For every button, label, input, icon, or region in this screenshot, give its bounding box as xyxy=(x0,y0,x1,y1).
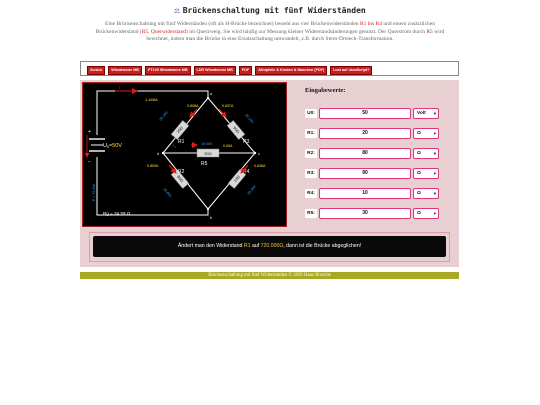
page-title-text: Brückenschaltung mit fünf Widerständen xyxy=(182,6,366,15)
r1-input[interactable]: 20 xyxy=(319,128,411,139)
intro-highlight: R5, Querwiderstand xyxy=(141,28,186,35)
r2-label: R2 xyxy=(178,169,185,175)
intro-part: und einem zusätzlichen Brückenwiderstand ( xyxy=(95,21,435,35)
i2-value: 0.809A xyxy=(147,164,159,168)
node-a-label: a xyxy=(210,92,212,96)
message-highlight: 720.000Ω xyxy=(260,243,284,249)
u0-input[interactable]: 50 xyxy=(319,108,411,119)
node-c-label: c xyxy=(258,152,260,156)
i3-arrow xyxy=(219,109,226,117)
node-b-label: b xyxy=(210,216,212,220)
chevron-down-icon: ▾ xyxy=(433,111,436,116)
r4-input[interactable]: 10 xyxy=(319,188,411,199)
power-value: P = 72.3W xyxy=(92,184,96,201)
message-part: Ändert man den Widerstand xyxy=(177,243,244,249)
inputs-title: Eingabewerte: xyxy=(305,87,346,94)
r3-input-label: R3: xyxy=(305,169,317,178)
r1-value: 20Ω xyxy=(175,125,184,135)
r5-input-label: R5: xyxy=(305,209,317,218)
chevron-down-icon: ▾ xyxy=(433,171,436,176)
scale-icon: ⚖ xyxy=(174,6,180,16)
total-current-label: I xyxy=(119,85,121,90)
r5-unit: Ω xyxy=(417,211,421,216)
i2-arrow xyxy=(169,165,176,173)
r4-input-label: R4: xyxy=(305,189,317,198)
intro-highlight: R5 xyxy=(426,28,433,35)
nav-bar xyxy=(80,61,459,76)
u1-value: 25.20V xyxy=(158,110,170,122)
r2-input[interactable]: 80 xyxy=(319,148,411,159)
total-current-value: 1.445A xyxy=(145,97,158,102)
intro-part: Eine Brückenschaltung mit fünf Widerständen (oft als H-Brücke bezeichnet) besteht aus vier Brückenwiderständen xyxy=(105,21,360,27)
resistor-r5 xyxy=(197,149,219,157)
back-button[interactable]: Zurück xyxy=(87,66,105,75)
r5-unit-select[interactable] xyxy=(413,208,439,219)
chevron-down-icon: ▾ xyxy=(433,131,436,136)
message-part: auf xyxy=(250,243,261,249)
footer: Brückenschaltung mit fünf Widerständen © 2026 Hans Brosche xyxy=(80,272,459,279)
i4-value: 0.636A xyxy=(254,164,266,168)
r2-unit-select[interactable] xyxy=(413,148,439,159)
wires xyxy=(97,91,255,215)
i3-value: 0.637A xyxy=(222,104,234,108)
circuit-svg xyxy=(83,83,286,226)
resistor-r1 xyxy=(171,121,189,140)
source-label: U0=50V xyxy=(103,143,122,149)
i5-value: 0.00A xyxy=(223,144,233,148)
r3-unit: Ω xyxy=(417,171,421,176)
i5-label: $I_5$ xyxy=(173,143,176,149)
chevron-down-icon: ▾ xyxy=(433,211,436,216)
r4-unit-select[interactable] xyxy=(413,188,439,199)
javascript-button[interactable]: Lust auf JavaScript? xyxy=(330,66,372,75)
u0-unit: Volt xyxy=(417,111,426,116)
page-title xyxy=(0,6,540,16)
r3-value: 90Ω xyxy=(232,125,241,135)
wheatstone-button[interactable]: Wheatstone MB xyxy=(108,66,142,75)
ldr-wheatstone-button[interactable]: LDR Wheatstone MB xyxy=(194,66,236,75)
input-row-r3 xyxy=(305,168,436,179)
r2-input-label: R2: xyxy=(305,149,317,158)
intro-highlight: R1 bis R4 xyxy=(359,21,382,27)
u0-unit-select[interactable] xyxy=(413,108,439,119)
node-b xyxy=(207,208,209,210)
message-part: , dann ist die Brücke abgeglichen! xyxy=(283,243,362,249)
input-row-r1 xyxy=(305,128,436,139)
zaehlpfeile-pdf-button[interactable]: Zählpfeile & Knoten & Maschen (PDF) xyxy=(255,66,327,75)
u2-value: 24.80V xyxy=(162,187,173,199)
plus-sign: + xyxy=(88,129,91,135)
message-highlight: R1 xyxy=(243,243,251,249)
r5-input[interactable]: 30 xyxy=(319,208,411,219)
circuit-diagram xyxy=(82,82,287,227)
node-a xyxy=(207,97,209,99)
r2-unit: Ω xyxy=(417,151,421,156)
r3-unit-select[interactable] xyxy=(413,168,439,179)
r4-value: 10Ω xyxy=(232,174,241,184)
r5-label: R5 xyxy=(201,161,208,167)
pdf-button[interactable]: PDF xyxy=(239,66,252,75)
chevron-down-icon: ▾ xyxy=(433,151,436,156)
input-row-u0 xyxy=(305,108,436,119)
r3-label: R3 xyxy=(243,139,250,145)
balance-message xyxy=(93,236,446,257)
r5-value: 30Ω xyxy=(204,151,212,156)
r4-unit: Ω xyxy=(417,191,421,196)
node-c xyxy=(254,152,256,154)
resistor-r3 xyxy=(227,121,245,140)
total-resistance: Rg = 34.59 Ω xyxy=(103,211,131,216)
intro-text xyxy=(84,21,456,44)
r2-value: 80Ω xyxy=(176,174,185,184)
u0-label: U0: xyxy=(305,109,317,118)
input-row-r2 xyxy=(305,148,436,159)
r1-unit: Ω xyxy=(417,131,421,136)
r4-label: R4 xyxy=(243,169,250,175)
input-row-r4 xyxy=(305,188,436,199)
u4-value: 25.30V xyxy=(246,184,258,196)
u3-value: 25.10V xyxy=(244,113,255,125)
node-d xyxy=(162,152,164,154)
input-row-r5 xyxy=(305,208,436,219)
r1-input-label: R1: xyxy=(305,129,317,138)
intro-part: wird berechnet, indem man die Brücke in eine Ersatzschaltung umwandelt, z.B. durch Stern-Dreieck-Transformation. xyxy=(146,28,445,43)
r1-label: R1 xyxy=(178,139,185,145)
r3-input[interactable]: 90 xyxy=(319,168,411,179)
pt100-wheatstone-button[interactable]: PT100 Wheatstone MB xyxy=(145,66,191,75)
chevron-down-icon: ▾ xyxy=(433,191,436,196)
u5-value: 19.00V xyxy=(201,142,213,146)
minus-sign: − xyxy=(88,159,91,165)
intro-part: ) im Querzweig. Sie wird häufig zur Messung kleiner Widerstandsänderungen genutzt. Der Querstrom durch xyxy=(186,28,427,35)
r1-unit-select[interactable] xyxy=(413,128,439,139)
node-d-label: d xyxy=(157,152,159,156)
i1-value: 0.808A xyxy=(187,104,199,108)
